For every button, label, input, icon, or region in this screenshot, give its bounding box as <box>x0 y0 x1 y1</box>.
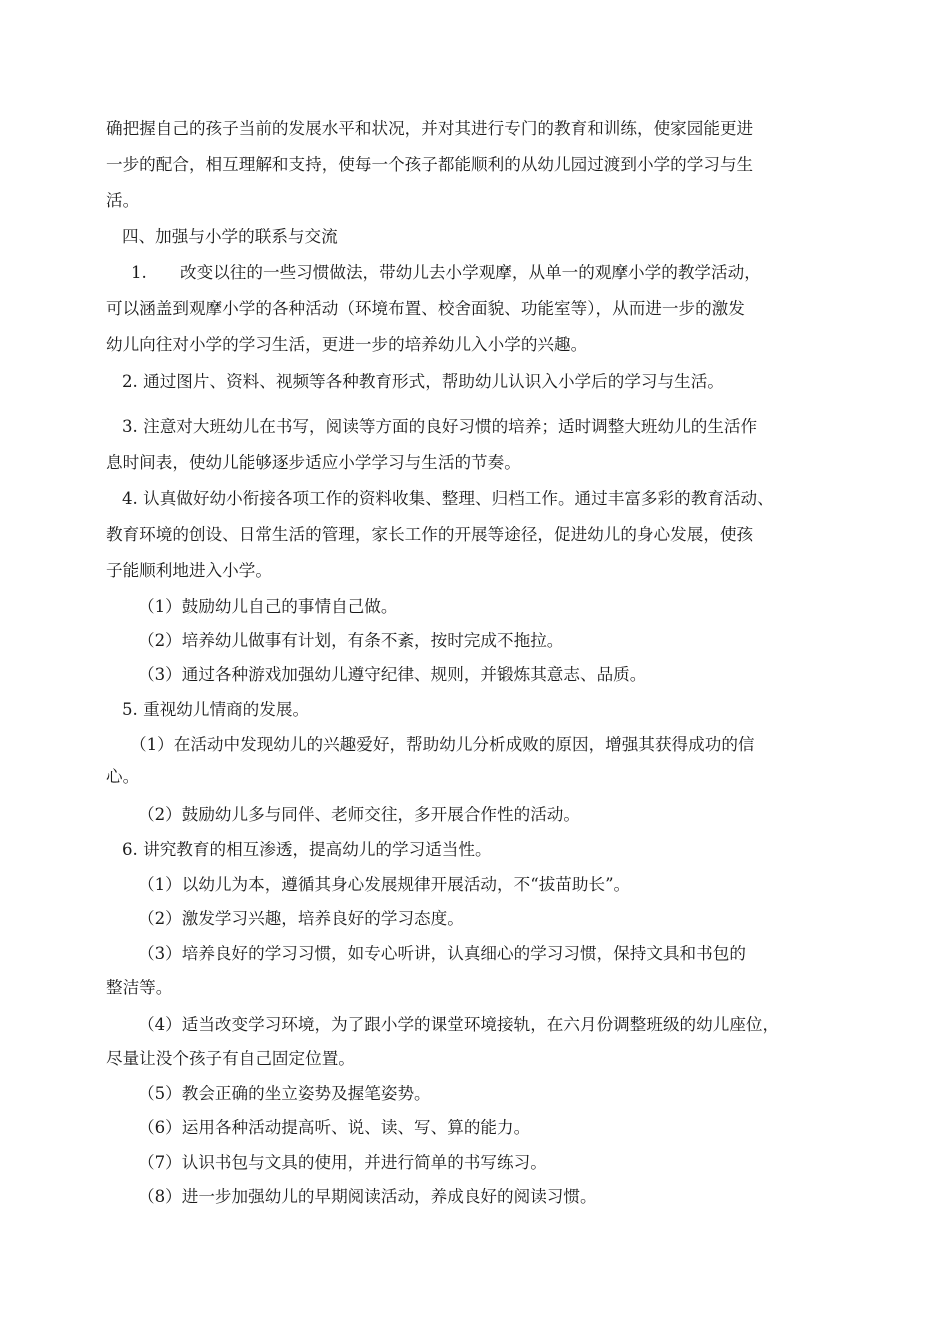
text-line: 尽量让没个孩子有自己固定位置。 <box>106 1049 355 1068</box>
sub-item: （3）培养良好的学习习惯，如专心听讲，认真细心的学习习惯，保持文具和书包的 <box>138 944 746 963</box>
sub-item: （5）教会正确的坐立姿势及握笔姿势。 <box>138 1084 431 1103</box>
sub-item: （7）认识书包与文具的使用，并进行简单的书写练习。 <box>138 1153 547 1172</box>
sub-item: （8）进一步加强幼儿的早期阅读活动，养成良好的阅读习惯。 <box>138 1187 597 1206</box>
list-item: 1. 改变以往的一些习惯做法，带幼儿去小学观摩，从单一的观摩小学的教学活动， <box>131 263 761 282</box>
list-item: 5. 重视幼儿情商的发展。 <box>122 700 310 719</box>
list-item: 4. 认真做好幼小衔接各项工作的资料收集、整理、归档工作。通过丰富多彩的教育活动、 <box>122 489 774 508</box>
list-item: 6. 讲究教育的相互渗透，提高幼儿的学习适当性。 <box>122 840 492 859</box>
sub-item: （3）通过各种游戏加强幼儿遵守纪律、规则，并锻炼其意志、品质。 <box>138 665 647 684</box>
list-item: 3. 注意对大班幼儿在书写，阅读等方面的良好习惯的培养；适时调整大班幼儿的生活作 <box>122 417 758 436</box>
sub-item: （6）运用各种活动提高听、说、读、写、算的能力。 <box>138 1118 531 1137</box>
text-line: 整洁等。 <box>106 978 173 997</box>
sub-item: （2）激发学习兴趣，培养良好的学习态度。 <box>138 909 464 928</box>
text-line: 可以涵盖到观摩小学的各种活动（环境布置、校舍面貌、功能室等），从而进一步的激发 <box>106 299 745 318</box>
text-line: 确把握自己的孩子当前的发展水平和状况，并对其进行专门的教育和训练，使家园能更进 <box>106 119 754 138</box>
sub-item: （1）在活动中发现幼儿的兴趣爱好，帮助幼儿分析成败的原因，增强其获得成功的信 <box>130 735 755 754</box>
text-line: 心。 <box>106 767 140 786</box>
sub-item: （1）鼓励幼儿自己的事情自己做。 <box>138 597 398 616</box>
text-line: 子能顺利地进入小学。 <box>106 561 272 580</box>
sub-item: （2）培养幼儿做事有计划，有条不紊，按时完成不拖拉。 <box>138 631 564 650</box>
section-heading: 四、加强与小学的联系与交流 <box>122 227 338 246</box>
sub-item: （4）适当改变学习环境，为了跟小学的课堂环境接轨，在六月份调整班级的幼儿座位， <box>138 1015 780 1034</box>
list-item: 2. 通过图片、资料、视频等各种教育形式，帮助幼儿认识入小学后的学习与生活。 <box>122 372 724 391</box>
text-line: 教育环境的创设、日常生活的管理，家长工作的开展等途径，促进幼儿的身心发展，使孩 <box>106 525 754 544</box>
text-line: 一步的配合，相互理解和支持，使每一个孩子都能顺利的从幼儿园过渡到小学的学习与生 <box>106 155 754 174</box>
text-line: 幼儿向往对小学的学习生活，更进一步的培养幼儿入小学的兴趣。 <box>106 335 588 354</box>
sub-item: （1）以幼儿为本，遵循其身心发展规律开展活动，不“拔苗助长”。 <box>138 875 631 894</box>
text-line: 活。 <box>106 191 140 210</box>
sub-item: （2）鼓励幼儿多与同伴、老师交往，多开展合作性的活动。 <box>138 805 580 824</box>
text-line: 息时间表，使幼儿能够逐步适应小学学习与生活的节奏。 <box>106 453 521 472</box>
